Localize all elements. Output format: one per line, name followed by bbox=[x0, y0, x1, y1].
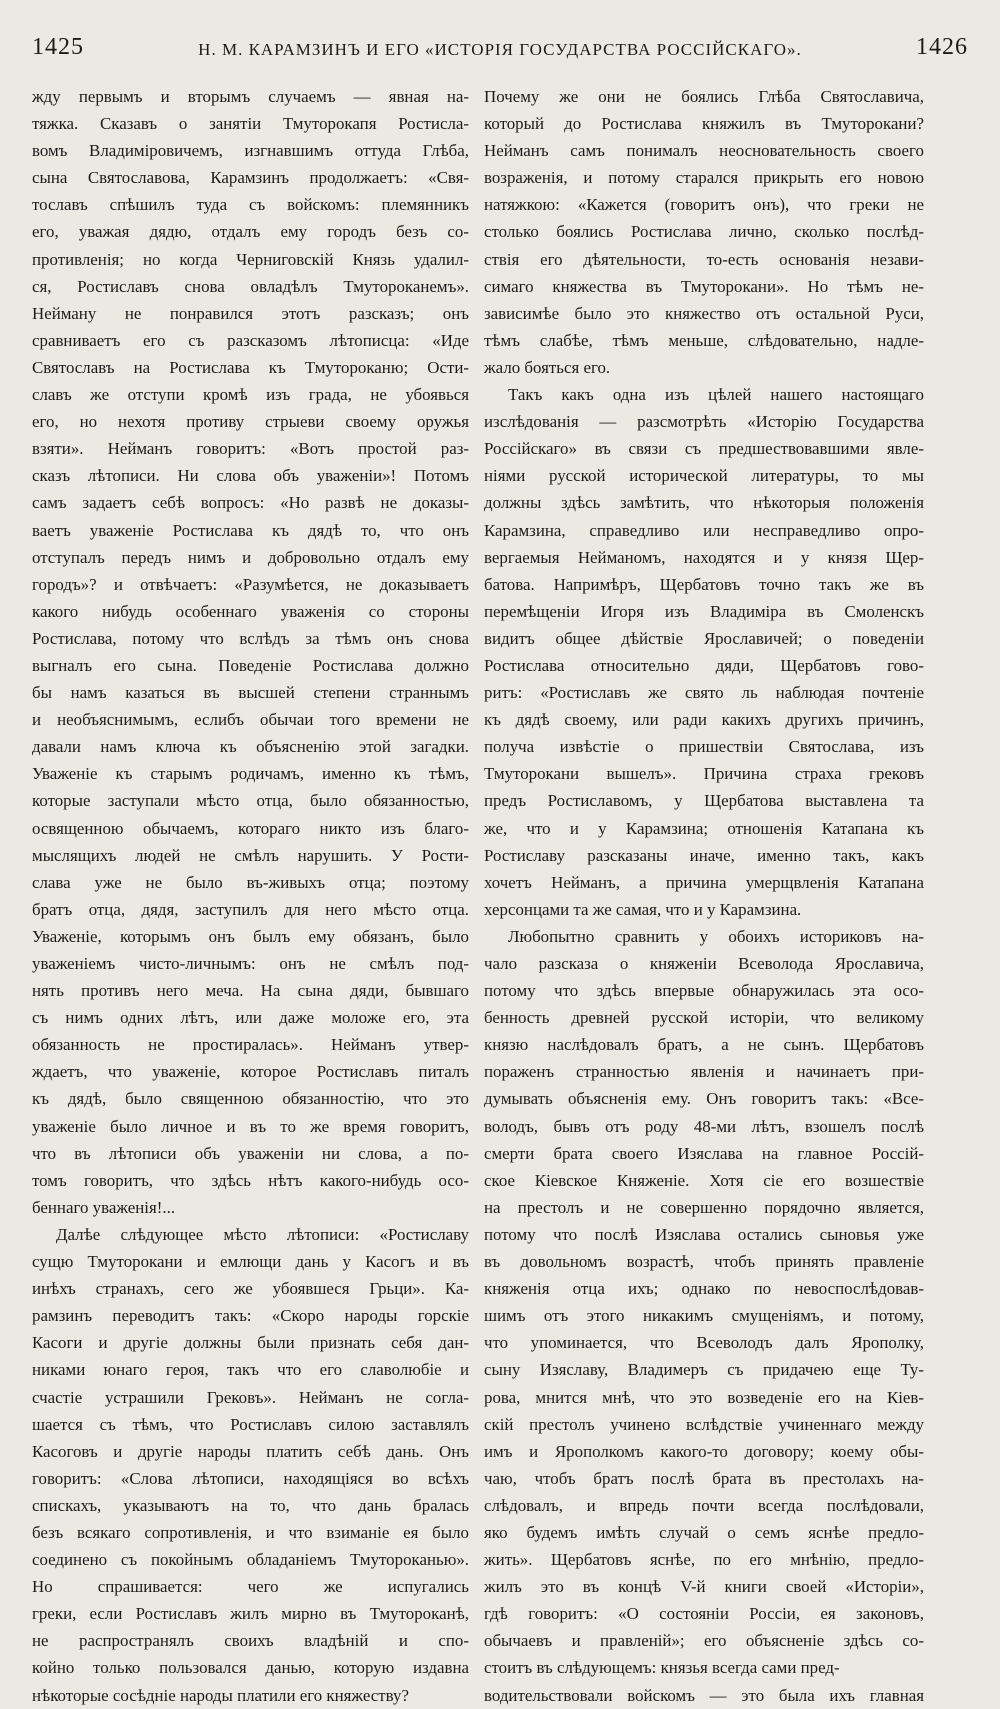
text-line: видитъ общее дѣйствіе Ярославичей; о поведеніи bbox=[484, 628, 924, 648]
text-line: князю наслѣдовалъ братъ, а не сынъ. Щербатовъ bbox=[484, 1035, 924, 1055]
text-line: койно только пользовался данью, которую издавна bbox=[32, 1658, 469, 1678]
text-line: натяжкою: «Кажется (говоритъ онъ), что греки не bbox=[484, 195, 924, 215]
text-line: ское Кіевское Княженіе. Хотя сіе его возшествіе bbox=[484, 1170, 924, 1190]
text-line: и необъяснимымъ, еслибъ обычаи того времени не bbox=[32, 710, 469, 730]
text-line: ждаетъ, что уваженіе, которое Ростиславъ питалъ bbox=[32, 1062, 469, 1082]
text-line: сыну Изяславу, Владимеръ съ придачею еще Ту- bbox=[484, 1360, 924, 1380]
text-line: Почему же они не боялись Глѣба Святославича, bbox=[484, 87, 924, 106]
text-line: нять противъ него меча. На сына дяди, бывшаго bbox=[32, 981, 469, 1001]
text-line: потому что здѣсь впервые обнаружилась эта осо- bbox=[484, 981, 924, 1001]
text-line: греки, если Ростиславъ жилъ мирно въ Тмутороканѣ, bbox=[32, 1604, 469, 1624]
text-line: Карамзина, справедливо или несправедливо опро- bbox=[484, 520, 924, 540]
text-line: ніями русской исторической литературы, то мы bbox=[484, 466, 924, 486]
text-line: безъ всякаго сопротивленія, и что взиманіе ея было bbox=[32, 1522, 469, 1542]
text-line: на престолъ и не совершенно порядочно является, bbox=[484, 1197, 924, 1217]
text-line: ваетъ уваженіе Ростислава къ дядѣ то, что онъ bbox=[32, 520, 469, 540]
text-line: смерти брата своего Изяслава на главное Россій- bbox=[484, 1143, 924, 1163]
text-line: взяти». Нейманъ говоритъ: «Вотъ простой раз- bbox=[32, 439, 469, 459]
text-line: обязанность не простиралась». Нейманъ утвер- bbox=[32, 1035, 469, 1055]
right-text-column bbox=[484, 83, 924, 1709]
text-line: рамзинъ переводитъ такъ: «Скоро народы горскіе bbox=[32, 1306, 469, 1326]
text-line: получа извѣстіе о пришествіи Святослава, изъ bbox=[484, 737, 924, 757]
text-line: что упоминается, что Всеволодъ далъ Ярополку, bbox=[484, 1333, 924, 1353]
text-line: Нейманъ самъ понималъ неосновательность своего bbox=[484, 141, 924, 161]
text-line: томъ говоритъ, что здѣсь нѣтъ какого-нибудь осо- bbox=[32, 1170, 469, 1190]
text-line: беннаго уваженія!... bbox=[32, 1197, 176, 1217]
text-line: уваженіемъ чисто-личнымъ: онъ не смѣлъ под- bbox=[32, 954, 469, 973]
text-line: предъ Ростиславомъ, у Щербатова выставлена та bbox=[484, 791, 924, 811]
text-line: въ довольномъ возрастѣ, чтобъ принять правленіе bbox=[484, 1252, 924, 1272]
text-line: что въ лѣтописи объ уваженіи ни слова, а по- bbox=[32, 1143, 469, 1163]
text-line: самъ задаетъ себѣ вопросъ: «Но развѣ не доказы- bbox=[32, 493, 469, 513]
text-line: слава уже не было въ-живыхъ отца; поэтому bbox=[32, 872, 469, 892]
text-line: жду первымъ и вторымъ случаемъ — явная на- bbox=[32, 87, 469, 106]
text-line: какого нибудь особеннаго уваженія со стороны bbox=[32, 601, 469, 621]
text-line: чаю, чтобъ братъ послѣ брата въ престолахъ на- bbox=[484, 1468, 924, 1488]
text-line: яко будемъ имѣть случай о семъ яснѣе предло- bbox=[484, 1522, 924, 1542]
text-line: шается съ тѣмъ, что Ростиславъ силою заставлялъ bbox=[32, 1414, 469, 1434]
text-line: мыслящихъ людей не смѣлъ нарушить. У Рости- bbox=[32, 845, 469, 865]
text-line: зависимѣе было это княжество отъ остальной Руси, bbox=[484, 303, 924, 323]
text-line: потому что послѣ Изяслава остались сыновья уже bbox=[484, 1224, 924, 1244]
text-line: нѣкоторые сосѣдніе народы платили его княжеству? bbox=[32, 1685, 409, 1705]
text-line: шимъ отъ этого никакимъ смущеніямъ, и потому, bbox=[484, 1306, 924, 1326]
text-line: рова, мнится мнѣ, что это возведеніе его на Кіев- bbox=[484, 1387, 924, 1407]
page-number-left: 1425 bbox=[32, 34, 84, 60]
text-line: жилъ это въ концѣ V-й книги своей «Исторіи», bbox=[484, 1577, 924, 1597]
text-line: его, но нехотя противу стрыеви своему оружья bbox=[32, 412, 469, 432]
text-line: Любопытно сравнить у обоихъ историковъ на- bbox=[508, 926, 924, 946]
text-line: уваженіе было личное и въ то же время говоритъ, bbox=[32, 1116, 469, 1136]
text-line: стоитъ въ слѣдующемъ: князья всегда сами пред- bbox=[484, 1658, 840, 1678]
text-line: городъ»? и отвѣчаетъ: «Разумѣется, не доказываетъ bbox=[32, 574, 469, 594]
text-line: симаго княжества въ Тмуторокани». Но тѣмъ не- bbox=[484, 276, 924, 296]
text-line: освященною обычаемъ, котораго никто изъ благо- bbox=[32, 818, 469, 838]
text-line: княженія отца ихъ; однако по невоспослѣдовав- bbox=[484, 1279, 924, 1299]
text-line: Но спрашивается: чего же испугались bbox=[32, 1577, 469, 1597]
text-line: Россійскаго» въ связи съ предшествовавшими явле- bbox=[484, 439, 924, 459]
text-line: возраженія, и потому старался прикрыть его новою bbox=[484, 168, 924, 188]
text-line: инѣхъ странахъ, сего же убоявшеся Грьци». Ка- bbox=[32, 1279, 469, 1299]
text-line: Касоговъ и другіе народы платить себѣ дань. Онъ bbox=[32, 1441, 469, 1461]
text-line: же, что и у Карамзина; отношенія Катапана къ bbox=[484, 818, 924, 838]
text-line: отступалъ передъ нимъ и добровольно отдалъ ему bbox=[32, 547, 469, 567]
text-line: который до Ростислава княжилъ въ Тмуторокани? bbox=[484, 114, 924, 134]
text-line: вомъ Владиміровичемъ, изгнавшимъ оттуда Глѣба, bbox=[32, 141, 469, 161]
text-line: обычаевъ и правленій»; его объясненіе здѣсь со- bbox=[484, 1631, 924, 1651]
text-line: перемѣщеніи Игоря изъ Владиміра въ Смоленскъ bbox=[484, 601, 924, 621]
text-line: Святославъ на Ростислава къ Тмутороканю; Ости- bbox=[32, 357, 469, 377]
text-line: къ дядѣ, было священною обязанностію, что это bbox=[32, 1089, 469, 1109]
text-line: сказъ лѣтописи. Ни слова объ уваженіи»! Потомъ bbox=[32, 466, 469, 486]
text-line: Ростиславу разсказаны иначе, именно такъ, какъ bbox=[484, 845, 924, 865]
text-line: его, уважая дядю, отдалъ ему городъ безъ со- bbox=[32, 222, 469, 242]
text-line: ся, Ростиславъ снова овладѣлъ Тмутороканемъ». bbox=[32, 276, 469, 296]
text-line: тославъ спѣшилъ туда съ войскомъ: племянникъ bbox=[32, 195, 469, 215]
text-line: ритъ: «Ростиславъ же свято ль наблюдая почтеніе bbox=[484, 683, 924, 703]
text-line: столько боялись Ростислава лично, сколько послѣд- bbox=[484, 222, 924, 242]
text-line: Нейману не понравился этотъ разсказъ; онъ bbox=[32, 303, 469, 323]
text-line: къ дядѣ своему, или ради какихъ другихъ причинъ, bbox=[484, 710, 924, 730]
text-line: думывать объясненія ему. Онъ говоритъ такъ: «Все- bbox=[484, 1089, 924, 1109]
text-line: сравниваетъ его съ разсказомъ лѣтописца: «Иде bbox=[32, 330, 469, 350]
text-line: никами юнаго героя, такъ что его славолюбіе и bbox=[32, 1360, 469, 1380]
text-line: херсонцами та же самая, что и у Карамзина. bbox=[484, 899, 802, 919]
text-line: тѣмъ слабѣе, тѣмъ меньше, слѣдовательно, надле- bbox=[484, 330, 924, 350]
text-line: батова. Напримѣръ, Щербатовъ точно такъ же въ bbox=[484, 574, 924, 594]
text-line: Далѣе слѣдующее мѣсто лѣтописи: «Ростиславу bbox=[56, 1224, 469, 1244]
text-line: слѣдовалъ, и впредь почти всегда послѣдовали, bbox=[484, 1495, 924, 1515]
text-line: Ростислава, потому что вслѣдъ за тѣмъ онъ снова bbox=[32, 628, 469, 648]
text-line: ствія его дѣятельности, то-есть основанія незави- bbox=[484, 249, 924, 269]
running-header bbox=[0, 28, 1000, 68]
text-line: чало разсказа о княженіи Всеволода Ярославича, bbox=[484, 954, 924, 973]
page-number-right: 1426 bbox=[916, 34, 968, 60]
text-line: давали намъ ключа къ объясненію этой загадки. bbox=[32, 737, 469, 757]
text-line: соединено съ покойнымъ обладаніемъ Тмутороканью». bbox=[32, 1550, 469, 1570]
text-line: Тмуторокани вышелъ». Причина страха грековъ bbox=[484, 764, 924, 784]
text-line: не распространялъ своихъ владѣній и спо- bbox=[32, 1631, 469, 1651]
text-line: говоритъ: «Слова лѣтописи, находящіяся во всѣхъ bbox=[32, 1468, 469, 1488]
text-line: бенность древней русской исторіи, что великому bbox=[484, 1008, 924, 1028]
text-line: Касоги и другіе должны были признать себя дан- bbox=[32, 1333, 469, 1353]
text-line: спискахъ, указываютъ на то, что дань бралась bbox=[32, 1495, 469, 1515]
text-line: Уваженіе къ старымъ родичамъ, именно къ тѣмъ, bbox=[32, 764, 469, 784]
text-line: славъ же отступи кромѣ изъ града, не убоявься bbox=[32, 385, 469, 405]
text-line: сына Святославова, Карамзинъ продолжаетъ: «Свя- bbox=[32, 168, 469, 188]
text-line: пораженъ странностью явленія и начинаетъ при- bbox=[484, 1062, 924, 1082]
text-line: гдѣ говоритъ: «О состояніи Россіи, ея законовъ, bbox=[484, 1604, 924, 1624]
left-text-column bbox=[32, 83, 469, 1709]
text-line: изслѣдованія — разсмотрѣть «Исторію Государства bbox=[484, 412, 924, 432]
text-line: имъ и Ярополкомъ какого-то договору; коему обы- bbox=[484, 1441, 924, 1461]
text-line: Ростислава относительно дяди, Щербатовъ гово- bbox=[484, 655, 924, 675]
text-line: выгналъ его сына. Поведеніе Ростислава должно bbox=[32, 655, 469, 675]
text-line: которые заступали мѣсто отца, было обязанностью, bbox=[32, 791, 469, 811]
text-line: съ нимъ одних лѣтъ, или даже моложе его, эта bbox=[32, 1008, 469, 1028]
text-line: Уваженіе, которымъ онъ былъ ему обязанъ, было bbox=[32, 926, 469, 946]
text-line: тяжка. Сказавъ о занятіи Тмуторокапя Ростисла- bbox=[32, 114, 469, 134]
text-line: счастіе устрашили Грековъ». Нейманъ не согла- bbox=[32, 1387, 469, 1407]
text-line: жало бояться его. bbox=[484, 357, 611, 377]
running-title: Н. М. КАРАМЗИНЪ И ЕГО «ИСТОРІЯ ГОСУДАРСТВА РОССІЙСКАГО». bbox=[198, 40, 802, 59]
text-line: должны здѣсь замѣтить, что нѣкоторыя положенія bbox=[484, 493, 924, 513]
text-line: водительствовали войскомъ — это была ихъ главная bbox=[484, 1685, 924, 1705]
text-line: братъ отца, дядя, заступилъ для него мѣсто отца. bbox=[32, 899, 469, 919]
text-line: хочетъ Нейманъ, а причина умерщвленія Катапана bbox=[484, 872, 924, 892]
text-line: скій престолъ учинено вслѣдствіе учиненнаго между bbox=[484, 1414, 924, 1434]
text-line: сущю Тмуторокани и емлющи дань у Касогъ и въ bbox=[32, 1252, 469, 1272]
text-line: жить». Щербатовъ яснѣе, по его мнѣнію, предло- bbox=[484, 1550, 924, 1570]
text-line: бы намъ казаться въ высшей степени страннымъ bbox=[32, 683, 469, 703]
text-line: вергаемыя Нейманомъ, находятся и у князя Щер- bbox=[484, 547, 924, 567]
text-line: противленія; но когда Черниговскій Князь удалил- bbox=[32, 249, 469, 269]
text-line: Такъ какъ одна изъ цѣлей нашего настоящаго bbox=[508, 385, 924, 405]
text-line: володъ, бывъ отъ роду 48-ми лѣтъ, взошелъ послѣ bbox=[484, 1116, 924, 1136]
